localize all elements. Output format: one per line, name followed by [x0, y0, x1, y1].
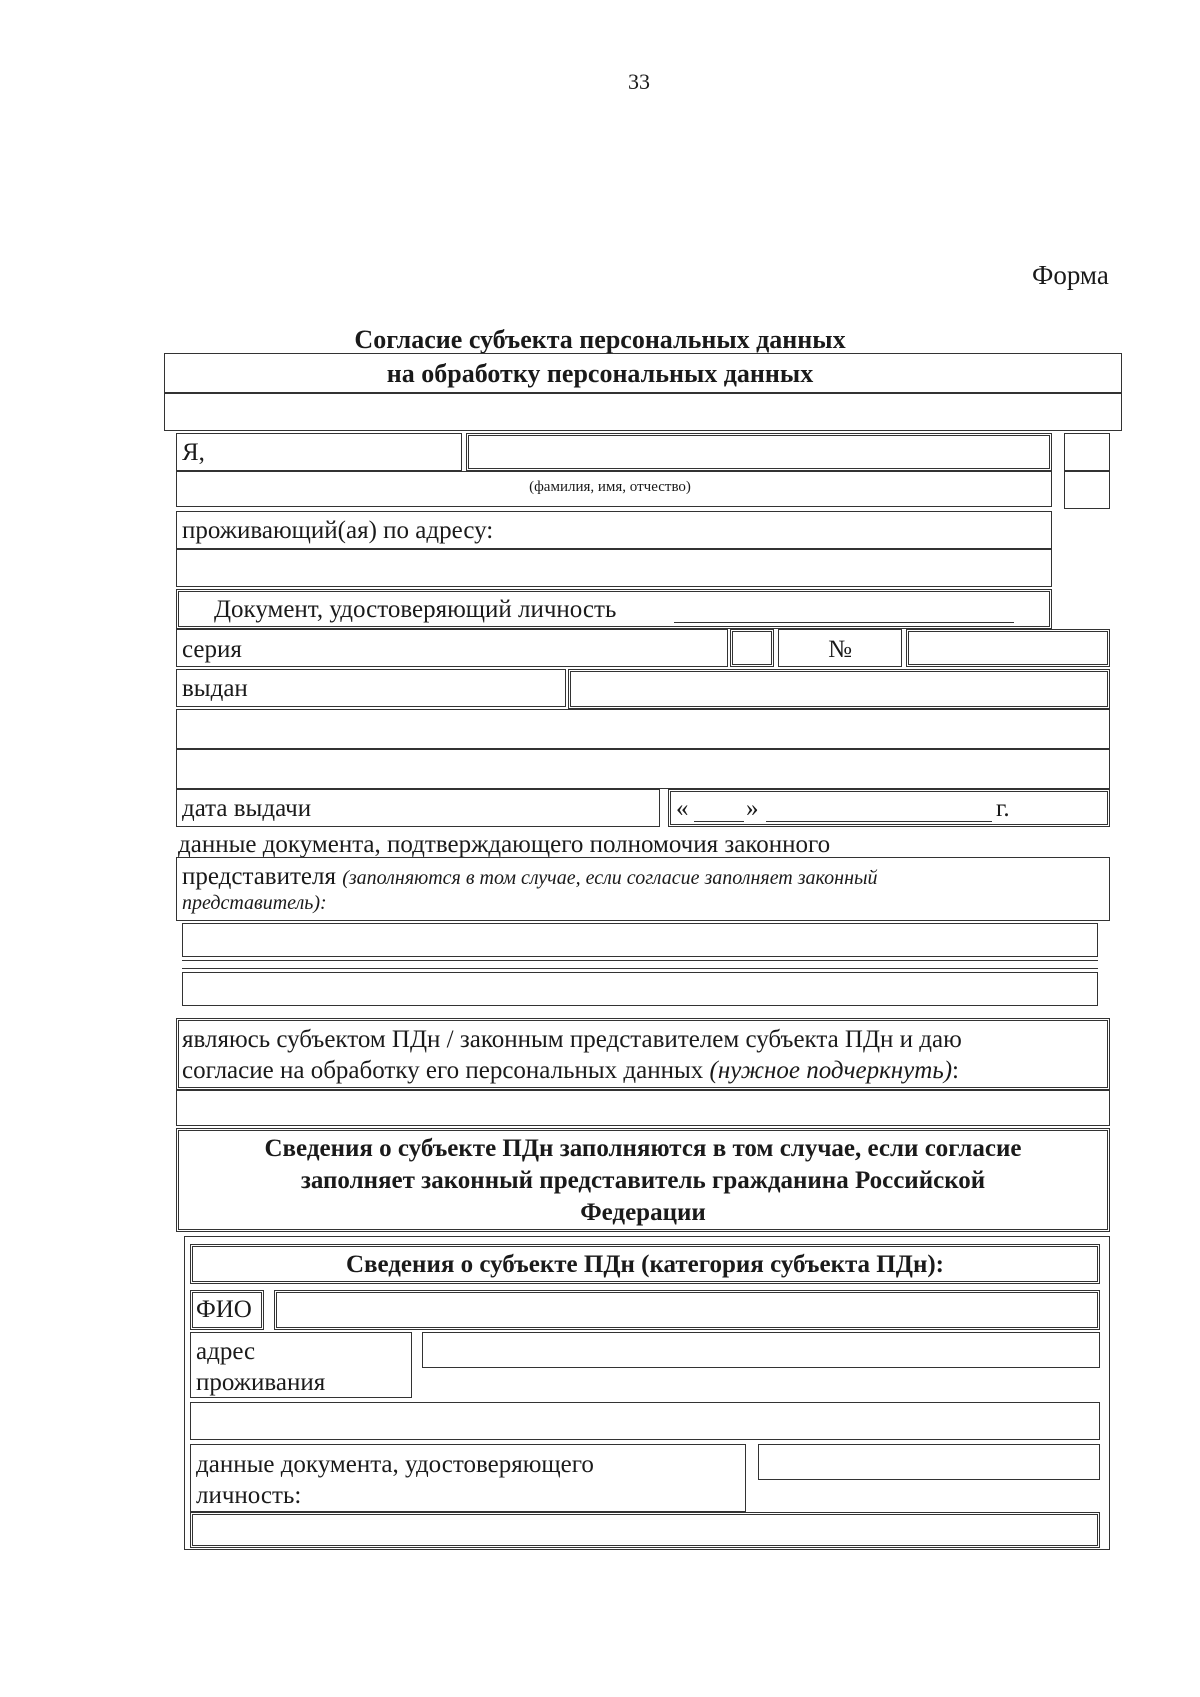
subject-address-line1: адрес	[196, 1338, 256, 1365]
representative-line-b	[182, 968, 1098, 969]
fio-input[interactable]	[466, 433, 1052, 471]
issued-label: выдан	[182, 675, 248, 702]
subject-doc-line1: данные документа, удостоверяющего	[196, 1451, 594, 1478]
representative-note: (заполняются в том случае, если согласие заполняет законный	[342, 867, 878, 889]
subject-doc-input[interactable]	[758, 1444, 1100, 1480]
subject-doc-line2: личность:	[196, 1482, 302, 1509]
number-sign: №	[828, 636, 852, 663]
consent-label: согласие на обработку его персональных данных	[182, 1057, 704, 1084]
consent-input[interactable]	[176, 1090, 1110, 1126]
issued-continuation-2[interactable]	[176, 749, 1110, 789]
consent-line2	[182, 1055, 959, 1086]
representative-input-1[interactable]	[182, 923, 1098, 957]
issue-day-line	[694, 821, 744, 822]
page-number: 33	[628, 69, 650, 94]
representative-input-2[interactable]	[182, 972, 1098, 1006]
representative-line1: данные документа, подтверждающего полномочия законного	[178, 831, 831, 858]
consent-underline-note: (нужное подчеркнуть)	[709, 1057, 953, 1084]
ya-label: Я,	[182, 439, 205, 466]
subject-header: Сведения о субъекте ПДн (категория субъекта ПДн):	[345, 1251, 945, 1278]
notice-line3: Федерации	[580, 1199, 706, 1226]
issue-month-line	[766, 821, 992, 822]
issue-date-label: дата выдачи	[182, 795, 312, 822]
spacer-row	[164, 393, 1122, 431]
series-input[interactable]	[730, 629, 774, 667]
address-input[interactable]	[176, 549, 1052, 587]
representative-note-end: представитель):	[182, 892, 327, 914]
series-cell	[176, 629, 728, 667]
subject-doc-input-2[interactable]	[190, 1512, 1100, 1548]
issue-date-open-quote: «	[676, 795, 689, 822]
subject-address-input-2[interactable]	[190, 1402, 1100, 1440]
subject-fio-input[interactable]	[274, 1290, 1100, 1330]
consent-line1: являюсь субъектом ПДн / законным представителем субъекта ПДн и даю	[182, 1026, 962, 1053]
representative-line2	[182, 861, 878, 892]
representative-line-a	[182, 960, 1098, 961]
issued-continuation-1[interactable]	[176, 709, 1110, 749]
subject-fio-label: ФИО	[196, 1296, 252, 1323]
issue-date-close-quote: »	[746, 795, 759, 822]
notice-line1: Сведения о субъекте ПДн заполняются в том случае, если согласие	[264, 1135, 1022, 1162]
series-label: серия	[182, 636, 242, 663]
form-label: Форма	[1032, 260, 1109, 290]
document-title-line2: на обработку персональных данных	[386, 359, 814, 388]
notice-line2: заполняет законный представитель гражданина Российской	[300, 1167, 986, 1194]
issue-date-year: г.	[996, 795, 1010, 822]
document-underline	[674, 622, 1014, 623]
issued-input[interactable]	[568, 669, 1110, 709]
side-box-1	[1064, 433, 1110, 471]
representative-label: представителя	[182, 863, 336, 890]
subject-address-line2: проживания	[196, 1369, 326, 1396]
fio-hint: (фамилия, имя, отчество)	[529, 479, 691, 495]
number-input[interactable]	[906, 629, 1110, 667]
side-box-2	[1064, 471, 1110, 509]
address-label: проживающий(ая) по адресу:	[182, 517, 494, 544]
document-label: Документ, удостоверяющий личность	[214, 596, 617, 623]
ya-cell	[176, 433, 462, 471]
document-title-line1: Согласие субъекта персональных данных	[354, 325, 846, 354]
subject-address-input[interactable]	[422, 1332, 1100, 1368]
consent-colon: :	[952, 1057, 959, 1084]
